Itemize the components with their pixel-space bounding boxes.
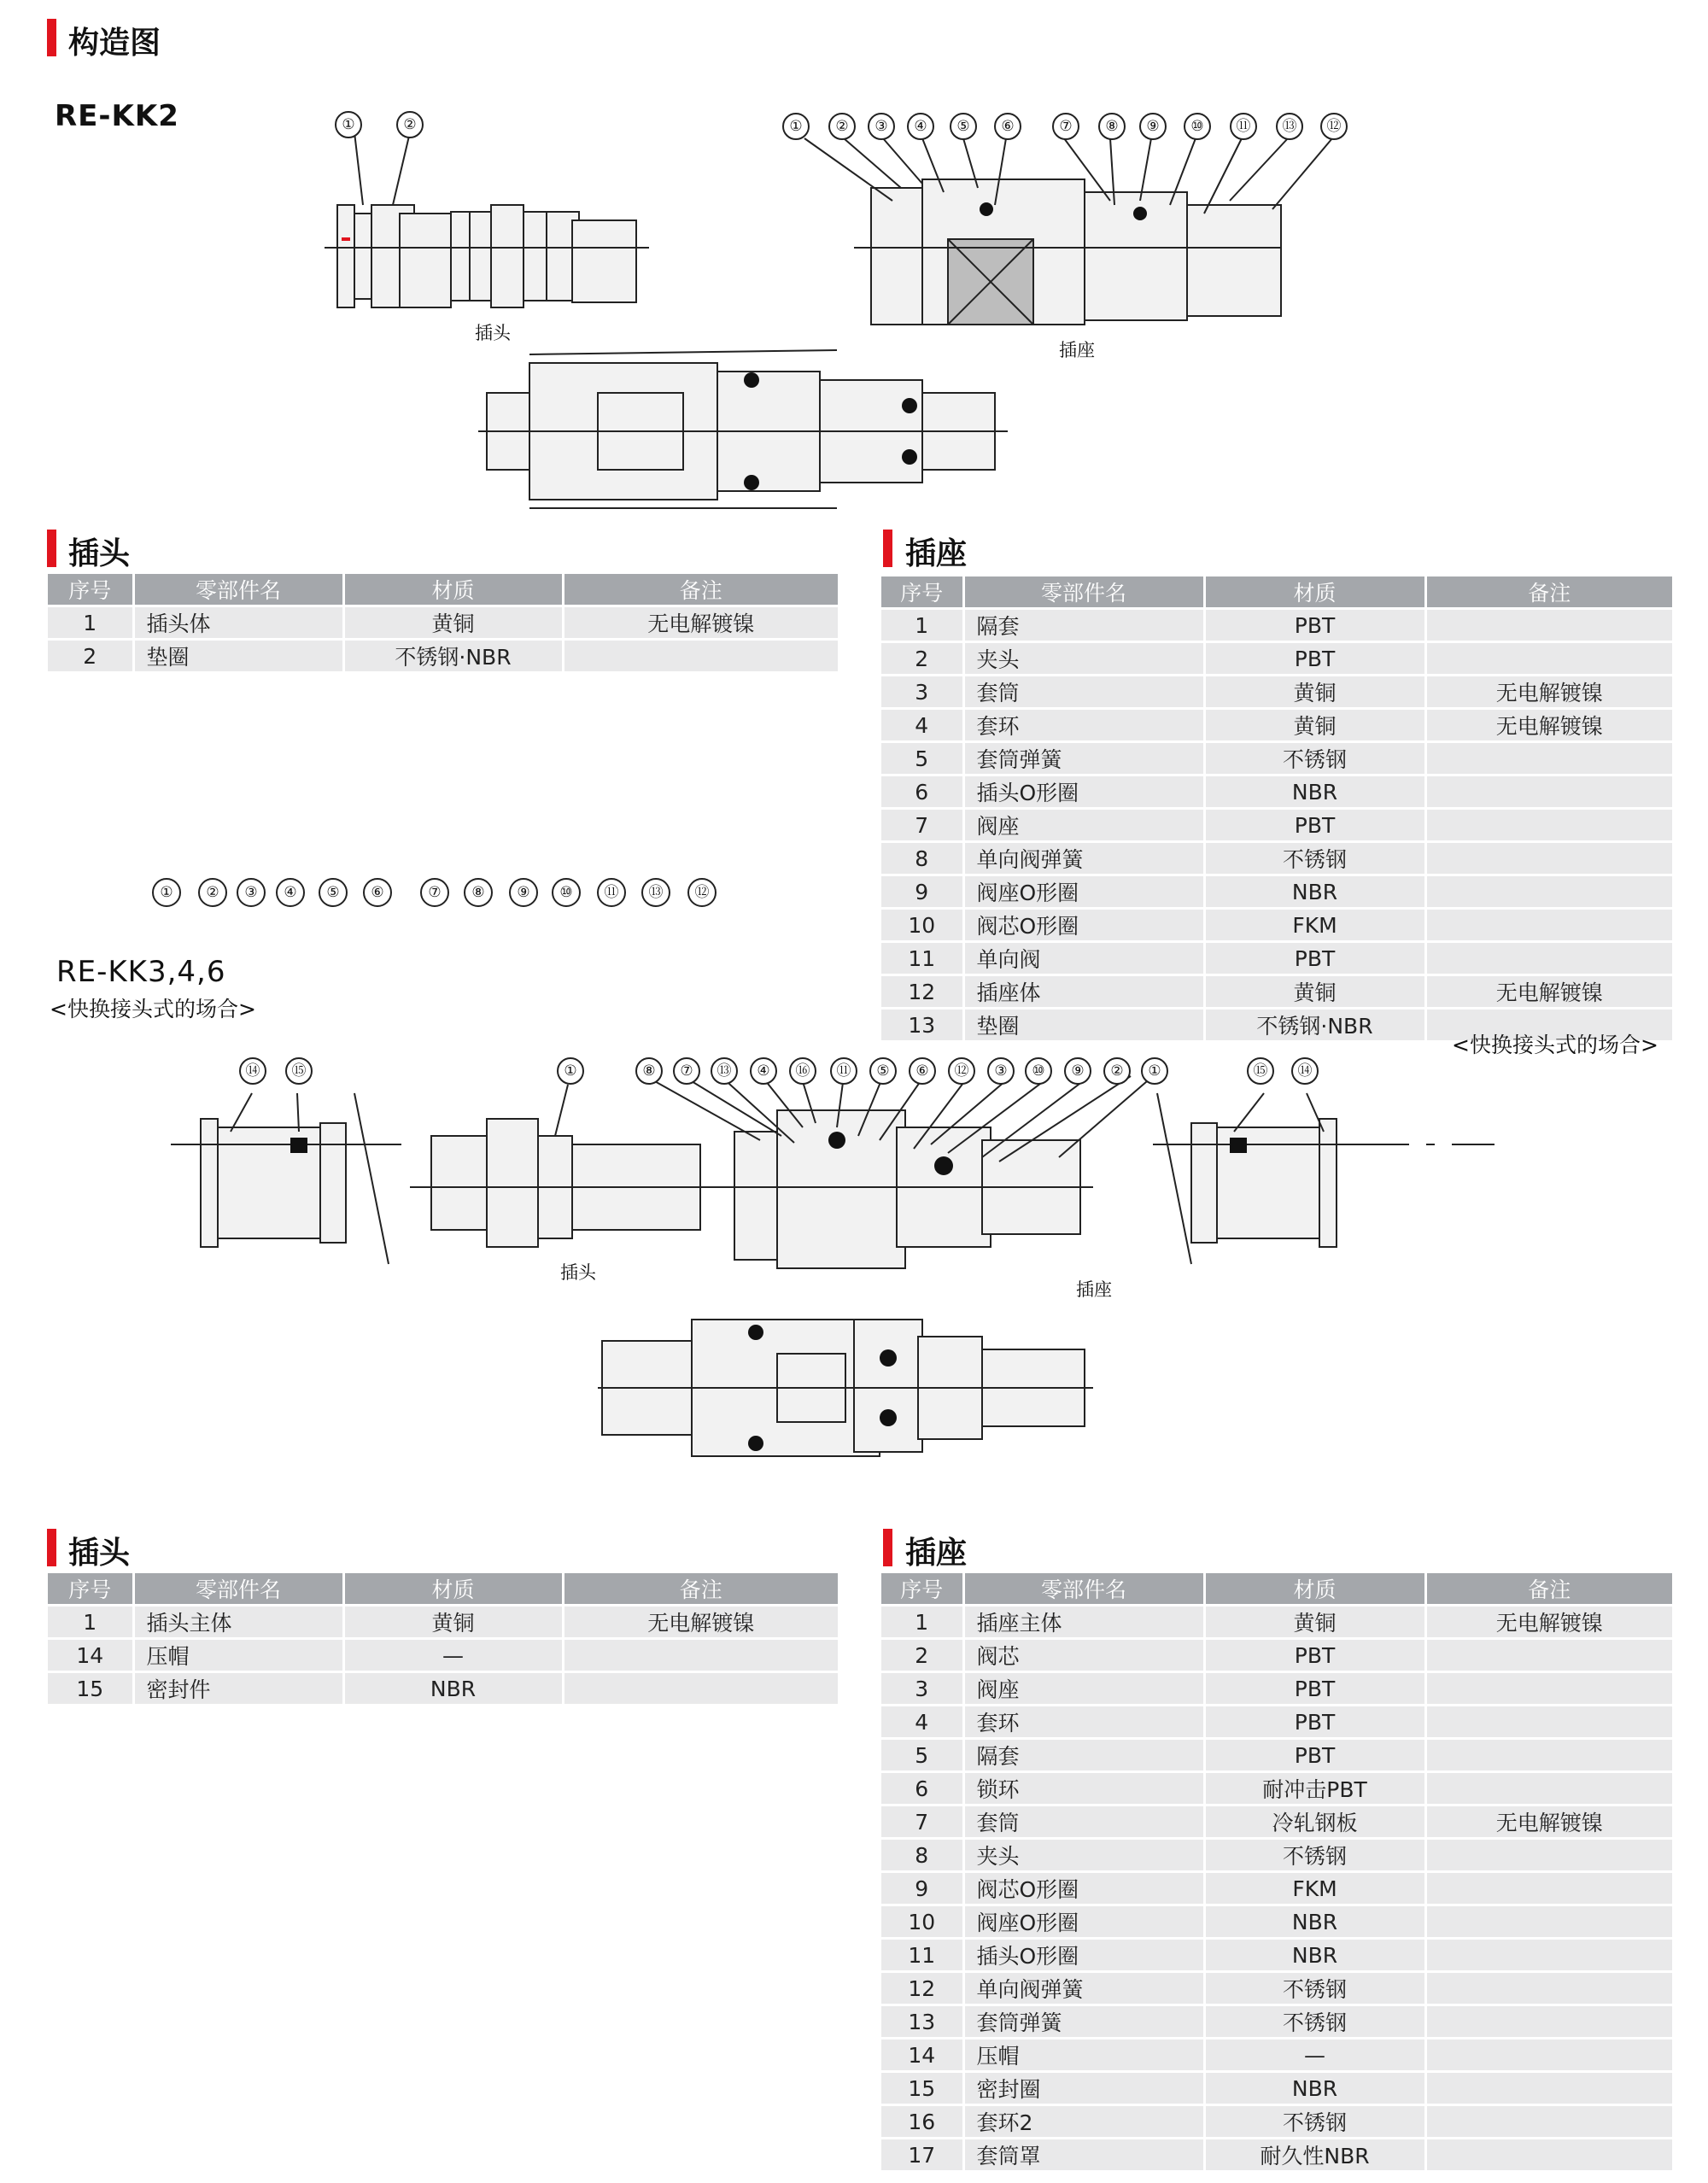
cell-no: 2 xyxy=(881,1639,963,1672)
cell-no: 1 xyxy=(881,609,963,642)
cell-no: 9 xyxy=(881,875,963,909)
col-header-part: 零部件名 xyxy=(133,1573,343,1606)
cell-no: 13 xyxy=(881,1009,963,1042)
cell-material: 黄铜 xyxy=(1204,709,1425,742)
table-row xyxy=(881,2105,1672,2139)
col-header-part: 零部件名 xyxy=(133,574,343,606)
cell-material: PBT xyxy=(1204,1739,1425,1772)
cell-remark xyxy=(1425,2139,1672,2172)
cell-remark xyxy=(1425,2105,1672,2139)
cell-part: 插座体 xyxy=(963,975,1204,1009)
cell-remark xyxy=(563,1639,838,1672)
cell-part: 垫圈 xyxy=(133,640,343,673)
cell-part: 阀芯O形圈 xyxy=(963,909,1204,942)
cell-material: FKM xyxy=(1204,909,1425,942)
cell-material: PBT xyxy=(1204,1639,1425,1672)
kk2-assembly-drawing xyxy=(478,342,1008,512)
kk346-plug-table xyxy=(48,1573,838,1706)
cell-material: NBR xyxy=(1204,1905,1425,1939)
callout-5: ⑤ xyxy=(319,878,348,907)
cell-material: PBT xyxy=(1204,609,1425,642)
cell-part: 阀座O形圈 xyxy=(963,1905,1204,1939)
table-row xyxy=(881,609,1672,642)
cell-material: 黄铜 xyxy=(1204,1606,1425,1639)
cell-no: 13 xyxy=(881,2005,963,2039)
col-header-remark: 备注 xyxy=(563,574,838,606)
page-title: 构造图 xyxy=(68,26,161,61)
col-header-part: 零部件名 xyxy=(963,576,1204,609)
kk346-socket-label: 插座 xyxy=(1076,1279,1112,1300)
callout-12: ⑫ xyxy=(687,878,717,907)
table-row xyxy=(881,909,1672,942)
cell-no: 15 xyxy=(881,2072,963,2105)
table-row xyxy=(881,2039,1672,2072)
cell-part: 阀芯O形圈 xyxy=(963,1872,1204,1905)
table-row xyxy=(881,1806,1672,1839)
cell-part: 压帽 xyxy=(963,2039,1204,2072)
cell-part: 夹头 xyxy=(963,642,1204,676)
cell-no: 8 xyxy=(881,1839,963,1872)
callout-11: ⑪ xyxy=(830,1057,857,1085)
callout-2: ② xyxy=(396,111,424,138)
kk346-socket-table xyxy=(881,1573,1672,2173)
table-row xyxy=(881,942,1672,975)
cell-remark xyxy=(1425,1839,1672,1872)
cell-part: 套筒 xyxy=(963,676,1204,709)
cell-no: 9 xyxy=(881,1872,963,1905)
cell-part: 套环 xyxy=(963,1706,1204,1739)
cell-no: 2 xyxy=(881,642,963,676)
cell-remark xyxy=(1425,1872,1672,1905)
cell-no: 3 xyxy=(881,676,963,709)
cell-part: 套环2 xyxy=(963,2105,1204,2139)
cell-remark xyxy=(563,1672,838,1706)
table-row xyxy=(881,2139,1672,2172)
cell-part: 插头O形圈 xyxy=(963,1939,1204,1972)
cell-material: 黄铜 xyxy=(343,1606,563,1639)
kk346-plug-table-body xyxy=(48,1606,838,1706)
cell-no: 6 xyxy=(881,775,963,809)
cell-no: 10 xyxy=(881,909,963,942)
cell-no: 6 xyxy=(881,1772,963,1806)
callout-2: ② xyxy=(828,113,856,140)
callout-9: ⑨ xyxy=(1064,1057,1091,1085)
callout-9: ⑨ xyxy=(1139,113,1167,140)
table-row xyxy=(881,1939,1672,1972)
cell-material: NBR xyxy=(1204,2072,1425,2105)
callout-3: ③ xyxy=(987,1057,1015,1085)
cell-material: NBR xyxy=(343,1672,563,1706)
cell-part: 密封件 xyxy=(133,1672,343,1706)
table-row xyxy=(881,975,1672,1009)
table-row xyxy=(881,1639,1672,1672)
cell-part: 压帽 xyxy=(133,1639,343,1672)
table-row xyxy=(881,642,1672,676)
cell-material: 不锈钢·NBR xyxy=(1204,1009,1425,1042)
table-row xyxy=(48,640,838,673)
cell-part: 夹头 xyxy=(963,1839,1204,1872)
callout-9: ⑨ xyxy=(509,878,538,907)
callout-13: ⑬ xyxy=(1276,113,1303,140)
cell-material: FKM xyxy=(1204,1872,1425,1905)
cell-material: 不锈钢 xyxy=(1204,1839,1425,1872)
cell-remark xyxy=(1425,2072,1672,2105)
kk2-socket-leaders xyxy=(794,128,1341,248)
cell-no: 17 xyxy=(881,2139,963,2172)
cell-remark xyxy=(1425,809,1672,842)
cell-part: 套环 xyxy=(963,709,1204,742)
model-kk346: RE-KK3,4,6 xyxy=(56,955,226,989)
kk2-plug-drawing xyxy=(325,111,649,325)
title-accent-bar xyxy=(47,19,56,56)
col-header-no: 序号 xyxy=(48,574,133,606)
cell-remark xyxy=(1425,775,1672,809)
cell-no: 5 xyxy=(881,1739,963,1772)
col-header-remark: 备注 xyxy=(563,1573,838,1606)
cell-no: 15 xyxy=(48,1672,133,1706)
cell-no: 12 xyxy=(881,975,963,1009)
cell-remark: 无电解镀镍 xyxy=(1425,1806,1672,1839)
cell-remark xyxy=(1425,842,1672,875)
table-row xyxy=(881,742,1672,775)
cell-remark: 无电解镀镍 xyxy=(1425,1606,1672,1639)
table-header-row xyxy=(48,1573,838,1606)
callout-3: ③ xyxy=(237,878,266,907)
table-row xyxy=(48,1639,838,1672)
cell-no: 1 xyxy=(48,1606,133,1639)
kk346-socket-heading-bar xyxy=(883,1529,892,1566)
table-header-row xyxy=(881,1573,1672,1606)
kk346-right-cap-drawing xyxy=(1153,1059,1512,1273)
cell-remark xyxy=(1425,1706,1672,1739)
table-row xyxy=(881,1972,1672,2005)
table-row xyxy=(881,676,1672,709)
kk346-assembly-drawing xyxy=(598,1302,1093,1473)
cell-remark xyxy=(1425,1772,1672,1806)
callout-14: ⑭ xyxy=(239,1057,266,1085)
cell-part: 插头O形圈 xyxy=(963,775,1204,809)
cell-no: 11 xyxy=(881,1939,963,1972)
table-row xyxy=(48,1672,838,1706)
cell-no: 11 xyxy=(881,942,963,975)
cell-remark xyxy=(1425,1739,1672,1772)
cell-remark: 无电解镀镍 xyxy=(1425,676,1672,709)
cell-part: 单向阀弹簧 xyxy=(963,842,1204,875)
cell-no: 10 xyxy=(881,1905,963,1939)
cell-material: NBR xyxy=(1204,875,1425,909)
callout-6: ⑥ xyxy=(363,878,392,907)
cell-remark xyxy=(1425,1905,1672,1939)
cell-remark: 无电解镀镍 xyxy=(1425,975,1672,1009)
cell-material: PBT xyxy=(1204,642,1425,676)
kk2-plug-label: 插头 xyxy=(475,323,511,343)
cell-material: — xyxy=(1204,2039,1425,2072)
cell-part: 单向阀弹簧 xyxy=(963,1972,1204,2005)
cell-part: 插座主体 xyxy=(963,1606,1204,1639)
table-row xyxy=(881,1872,1672,1905)
cell-remark xyxy=(1425,609,1672,642)
col-header-no: 序号 xyxy=(881,576,963,609)
callout-2: ② xyxy=(198,878,227,907)
cell-no: 16 xyxy=(881,2105,963,2139)
table-row xyxy=(881,709,1672,742)
kk2-socket-label: 插座 xyxy=(1059,340,1095,360)
col-header-material: 材质 xyxy=(343,1573,563,1606)
callout-10: ⑩ xyxy=(552,878,581,907)
model-kk2: RE-KK2 xyxy=(55,99,179,133)
cell-material: 黄铜 xyxy=(1204,676,1425,709)
cell-no: 12 xyxy=(881,1972,963,2005)
table-row xyxy=(881,1839,1672,1872)
callout-5: ⑤ xyxy=(950,113,977,140)
callout-11: ⑪ xyxy=(597,878,626,907)
col-header-material: 材质 xyxy=(343,574,563,606)
col-header-material: 材质 xyxy=(1204,1573,1425,1606)
cell-remark: 无电解镀镍 xyxy=(563,1606,838,1639)
col-header-part: 零部件名 xyxy=(963,1573,1204,1606)
cell-remark xyxy=(1425,1639,1672,1672)
table-row xyxy=(881,1706,1672,1739)
cell-no: 5 xyxy=(881,742,963,775)
cell-material: NBR xyxy=(1204,775,1425,809)
callout-1: ① xyxy=(335,111,362,138)
cell-material: 不锈钢 xyxy=(1204,842,1425,875)
callout-2: ② xyxy=(1103,1057,1131,1085)
cell-material: 不锈钢 xyxy=(1204,2005,1425,2039)
cell-part: 套筒 xyxy=(963,1806,1204,1839)
cell-no: 14 xyxy=(881,2039,963,2072)
cell-material: 不锈钢·NBR xyxy=(343,640,563,673)
kk2-plug-table xyxy=(48,574,838,674)
cell-material: — xyxy=(343,1639,563,1672)
cell-no: 4 xyxy=(881,1706,963,1739)
callout-8: ⑧ xyxy=(1098,113,1126,140)
callout-8: ⑧ xyxy=(464,878,493,907)
table-row xyxy=(881,809,1672,842)
callout-4: ④ xyxy=(276,878,305,907)
cell-no: 1 xyxy=(881,1606,963,1639)
cell-part: 隔套 xyxy=(963,609,1204,642)
cell-remark xyxy=(1425,1939,1672,1972)
cell-no: 3 xyxy=(881,1672,963,1706)
callout-11: ⑪ xyxy=(1230,113,1257,140)
cell-material: PBT xyxy=(1204,809,1425,842)
callout-1: ① xyxy=(782,113,810,140)
col-header-remark: 备注 xyxy=(1425,1573,1672,1606)
col-header-material: 材质 xyxy=(1204,576,1425,609)
col-header-no: 序号 xyxy=(881,1573,963,1606)
callout-3: ③ xyxy=(868,113,895,140)
cell-material: 耐冲击PBT xyxy=(1204,1772,1425,1806)
cell-remark xyxy=(1425,1972,1672,2005)
cell-material: 不锈钢 xyxy=(1204,2105,1425,2139)
cell-no: 4 xyxy=(881,709,963,742)
cell-part: 插头主体 xyxy=(133,1606,343,1639)
callout-1: ① xyxy=(152,878,181,907)
cell-no: 2 xyxy=(48,640,133,673)
callout-15: ⑮ xyxy=(1247,1057,1274,1085)
cell-part: 锁环 xyxy=(963,1772,1204,1806)
table-row xyxy=(881,1606,1672,1639)
kk346-plug-label: 插头 xyxy=(560,1262,596,1283)
callout-10: ⑩ xyxy=(1025,1057,1052,1085)
col-header-no: 序号 xyxy=(48,1573,133,1606)
callout-6: ⑥ xyxy=(909,1057,936,1085)
callout-13: ⑬ xyxy=(711,1057,738,1085)
kk346-note-right: <快换接头式的场合> xyxy=(1452,1033,1658,1057)
cell-material: 耐久性NBR xyxy=(1204,2139,1425,2172)
cell-remark xyxy=(1425,642,1672,676)
cell-remark xyxy=(1425,2039,1672,2072)
cell-part: 密封圈 xyxy=(963,2072,1204,2105)
cell-part: 隔套 xyxy=(963,1739,1204,1772)
kk2-plug-heading: 插头 xyxy=(68,536,131,571)
callout-15: ⑮ xyxy=(285,1057,313,1085)
callout-12: ⑫ xyxy=(1320,113,1348,140)
callout-1: ① xyxy=(557,1057,584,1085)
callout-14: ⑭ xyxy=(1291,1057,1319,1085)
cell-no: 7 xyxy=(881,809,963,842)
cell-material: 不锈钢 xyxy=(1204,742,1425,775)
cell-part: 阀座O形圈 xyxy=(963,875,1204,909)
table-row xyxy=(881,875,1672,909)
kk346-plug-heading-bar xyxy=(47,1529,56,1566)
kk2-socket-table xyxy=(881,576,1672,1043)
callout-7: ⑦ xyxy=(1052,113,1079,140)
callout-5: ⑤ xyxy=(869,1057,897,1085)
kk2-socket-heading-bar xyxy=(883,530,892,567)
cell-part: 垫圈 xyxy=(963,1009,1204,1042)
callout-10: ⑩ xyxy=(1184,113,1211,140)
cell-remark xyxy=(1425,942,1672,975)
table-row xyxy=(881,1772,1672,1806)
col-header-remark: 备注 xyxy=(1425,576,1672,609)
kk346-left-cap-drawing xyxy=(171,1059,401,1273)
cell-no: 8 xyxy=(881,842,963,875)
cell-remark xyxy=(563,640,838,673)
cell-no: 1 xyxy=(48,606,133,640)
table-row xyxy=(881,1905,1672,1939)
cell-part: 套筒罩 xyxy=(963,2139,1204,2172)
cell-no: 7 xyxy=(881,1806,963,1839)
callout-13: ⑬ xyxy=(641,878,670,907)
table-header-row xyxy=(881,576,1672,609)
table-header-row xyxy=(48,574,838,606)
kk2-plug-heading-bar xyxy=(47,530,56,567)
cell-material: 黄铜 xyxy=(343,606,563,640)
cell-part: 阀座 xyxy=(963,1672,1204,1706)
cell-part: 套筒弹簧 xyxy=(963,2005,1204,2039)
table-row xyxy=(48,1606,838,1639)
callout-12: ⑫ xyxy=(948,1057,975,1085)
cell-part: 插头体 xyxy=(133,606,343,640)
cell-remark: 无电解镀镍 xyxy=(1425,709,1672,742)
kk2-socket-table-body xyxy=(881,609,1672,1042)
cell-no: 14 xyxy=(48,1639,133,1672)
callout-1: ① xyxy=(1141,1057,1168,1085)
cell-remark xyxy=(1425,2005,1672,2039)
table-row xyxy=(881,1672,1672,1706)
cell-material: PBT xyxy=(1204,1706,1425,1739)
cell-material: 不锈钢 xyxy=(1204,1972,1425,2005)
callout-4: ④ xyxy=(907,113,934,140)
table-row xyxy=(881,2005,1672,2039)
table-row xyxy=(881,842,1672,875)
cell-part: 套筒弹簧 xyxy=(963,742,1204,775)
cell-remark xyxy=(1425,742,1672,775)
cell-material: 冷轧钢板 xyxy=(1204,1806,1425,1839)
cell-material: 黄铜 xyxy=(1204,975,1425,1009)
table-row xyxy=(881,775,1672,809)
kk346-socket-leaders xyxy=(632,1076,1161,1179)
callout-16: ⑯ xyxy=(789,1057,816,1085)
kk346-plug-heading: 插头 xyxy=(68,1536,131,1571)
cell-material: PBT xyxy=(1204,1672,1425,1706)
kk2-socket-heading: 插座 xyxy=(905,536,968,571)
cell-remark: 无电解镀镍 xyxy=(563,606,838,640)
table-row xyxy=(881,2072,1672,2105)
cell-part: 阀芯 xyxy=(963,1639,1204,1672)
kk346-socket-table-body xyxy=(881,1606,1672,2172)
callout-8: ⑧ xyxy=(635,1057,663,1085)
cell-material: PBT xyxy=(1204,942,1425,975)
callout-7: ⑦ xyxy=(673,1057,700,1085)
cell-material: NBR xyxy=(1204,1939,1425,1972)
kk346-note-left: <快换接头式的场合> xyxy=(50,997,256,1021)
kk346-socket-heading: 插座 xyxy=(905,1536,968,1571)
table-row xyxy=(881,1739,1672,1772)
callout-7: ⑦ xyxy=(420,878,449,907)
callout-4: ④ xyxy=(750,1057,777,1085)
cell-remark xyxy=(1425,1672,1672,1706)
cell-part: 阀座 xyxy=(963,809,1204,842)
table-row xyxy=(48,606,838,640)
cell-part: 单向阀 xyxy=(963,942,1204,975)
callout-6: ⑥ xyxy=(994,113,1021,140)
cell-remark xyxy=(1425,909,1672,942)
cell-remark xyxy=(1425,875,1672,909)
